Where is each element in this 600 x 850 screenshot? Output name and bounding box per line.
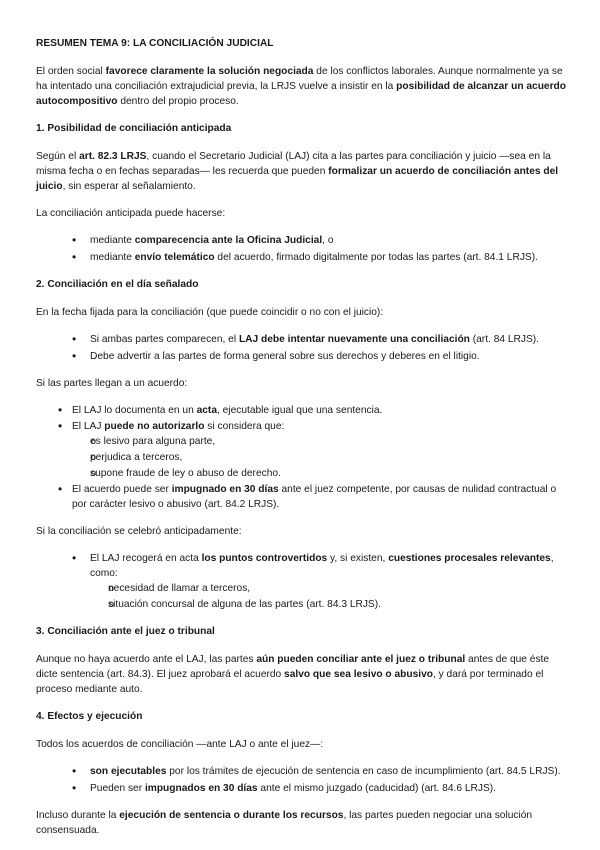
list-item	[36, 403, 566, 418]
list-item	[36, 419, 566, 481]
document-title: RESUMEN TEMA 9: LA CONCILIACIÓN JUDICIAL	[36, 38, 274, 49]
list-item: • Si ambas partes comparecen, el LAJ debe intentar nuevamente una conciliación (art. 84 LRJS).	[36, 332, 566, 347]
section-1-intro-list: La conciliación anticipada puede hacerse:	[36, 208, 226, 219]
list-item: • Pueden ser impugnados en 30 días ante el mismo juzgado (caducidad) (art. 84.6 LRJS).	[36, 781, 566, 796]
sub-list-item: o perjudica a terceros,	[36, 450, 566, 465]
list-item-text: El acuerdo puede ser impugnado en 30 días ante el juez competente, por causas de nulidad contractual o por carácter lesivo o abusivo (art. 84.2 LRJS).	[72, 484, 557, 510]
list-item-text: El LAJ recogerá en acta los puntos controvertidos y, si existen, cuestiones procesales relevantes, como:	[90, 553, 554, 579]
section-4-heading: 4. Efectos y ejecución	[36, 711, 143, 722]
section-3-heading: 3. Conciliación ante el juez o tribunal	[36, 626, 215, 637]
section-2-anticipated-list	[36, 551, 566, 612]
section-1-paragraph: Según el art. 82.3 LRJS, cuando el Secretario Judicial (LAJ) cita a las partes para conciliación y juicio —sea en la misma fecha o en fechas separadas— les recuerda que pueden formalizar un acuerdo de conciliación antes del juicio, sin esperar al señalamiento.	[36, 151, 559, 192]
section-2-agreement-list	[36, 403, 566, 512]
list-item-text: El LAJ lo documenta en un acta, ejecutable igual que una sentencia.	[72, 405, 383, 416]
list-item	[36, 482, 566, 512]
list-item-text: El LAJ puede no autorizarlo si considera que:	[72, 421, 285, 432]
document-page	[36, 36, 566, 850]
list-item: • Debe advertir a las partes de forma general sobre sus derechos y deberes en el litigio.	[36, 349, 566, 364]
section-2-anticipated-intro: Si la conciliación se celebró anticipadamente:	[36, 526, 242, 537]
closing-paragraph: Incluso durante la ejecución de sentencia o durante los recursos, las partes pueden negociar una solución consensuada.	[36, 810, 533, 836]
list-item: • mediante comparecencia ante la Oficina Judicial, o	[36, 233, 566, 248]
sub-list-item: o necesidad de llamar a terceros,	[36, 581, 566, 596]
section-4-paragraph: Todos los acuerdos de conciliación —ante LAJ o ante el juez—:	[36, 739, 324, 750]
list-item: • mediante envío telemático del acuerdo, firmado digitalmente por todas las partes (art. 84.1 LRJS).	[36, 250, 566, 265]
section-3-paragraph: Aunque no haya acuerdo ante el LAJ, las partes aún pueden conciliar ante el juez o tribunal antes de que éste dicte sentencia (art. 84.3). El juez aprobará el acuerdo salvo que sea lesivo o abusivo, y dará por terminado el proceso mediante auto.	[36, 654, 550, 695]
sub-list-item: o situación concursal de alguna de las partes (art. 84.3 LRJS).	[36, 597, 566, 612]
section-1-heading: 1. Posibilidad de conciliación anticipada	[36, 123, 232, 134]
sub-list-item: o supone fraude de ley o abuso de derecho.	[36, 466, 566, 481]
list-item: • son ejecutables por los trámites de ejecución de sentencia en caso de incumplimiento (art. 84.5 LRJS).	[36, 764, 566, 779]
intro-paragraph: El orden social favorece claramente la solución negociada de los conflictos laborales. Aunque normalmente ya se ha intentado una conciliación extrajudicial previa, la LRJS vuelve a insistir en la posibilidad de alcanzar un acuerdo autocompositivo dentro del propio proceso.	[36, 66, 567, 107]
section-2-list	[36, 332, 566, 364]
section-2-paragraph: En la fecha fijada para la conciliación (que puede coincidir o no con el juicio):	[36, 307, 384, 318]
section-1-list	[36, 233, 566, 265]
sub-list	[90, 581, 566, 612]
section-4-list	[36, 764, 566, 796]
list-item	[36, 551, 566, 612]
section-2-heading: 2. Conciliación en el día señalado	[36, 279, 199, 290]
sub-list-item: o es lesivo para alguna parte,	[36, 434, 566, 449]
section-2-agreement-intro: Si las partes llegan a un acuerdo:	[36, 378, 188, 389]
sub-list	[72, 434, 566, 481]
